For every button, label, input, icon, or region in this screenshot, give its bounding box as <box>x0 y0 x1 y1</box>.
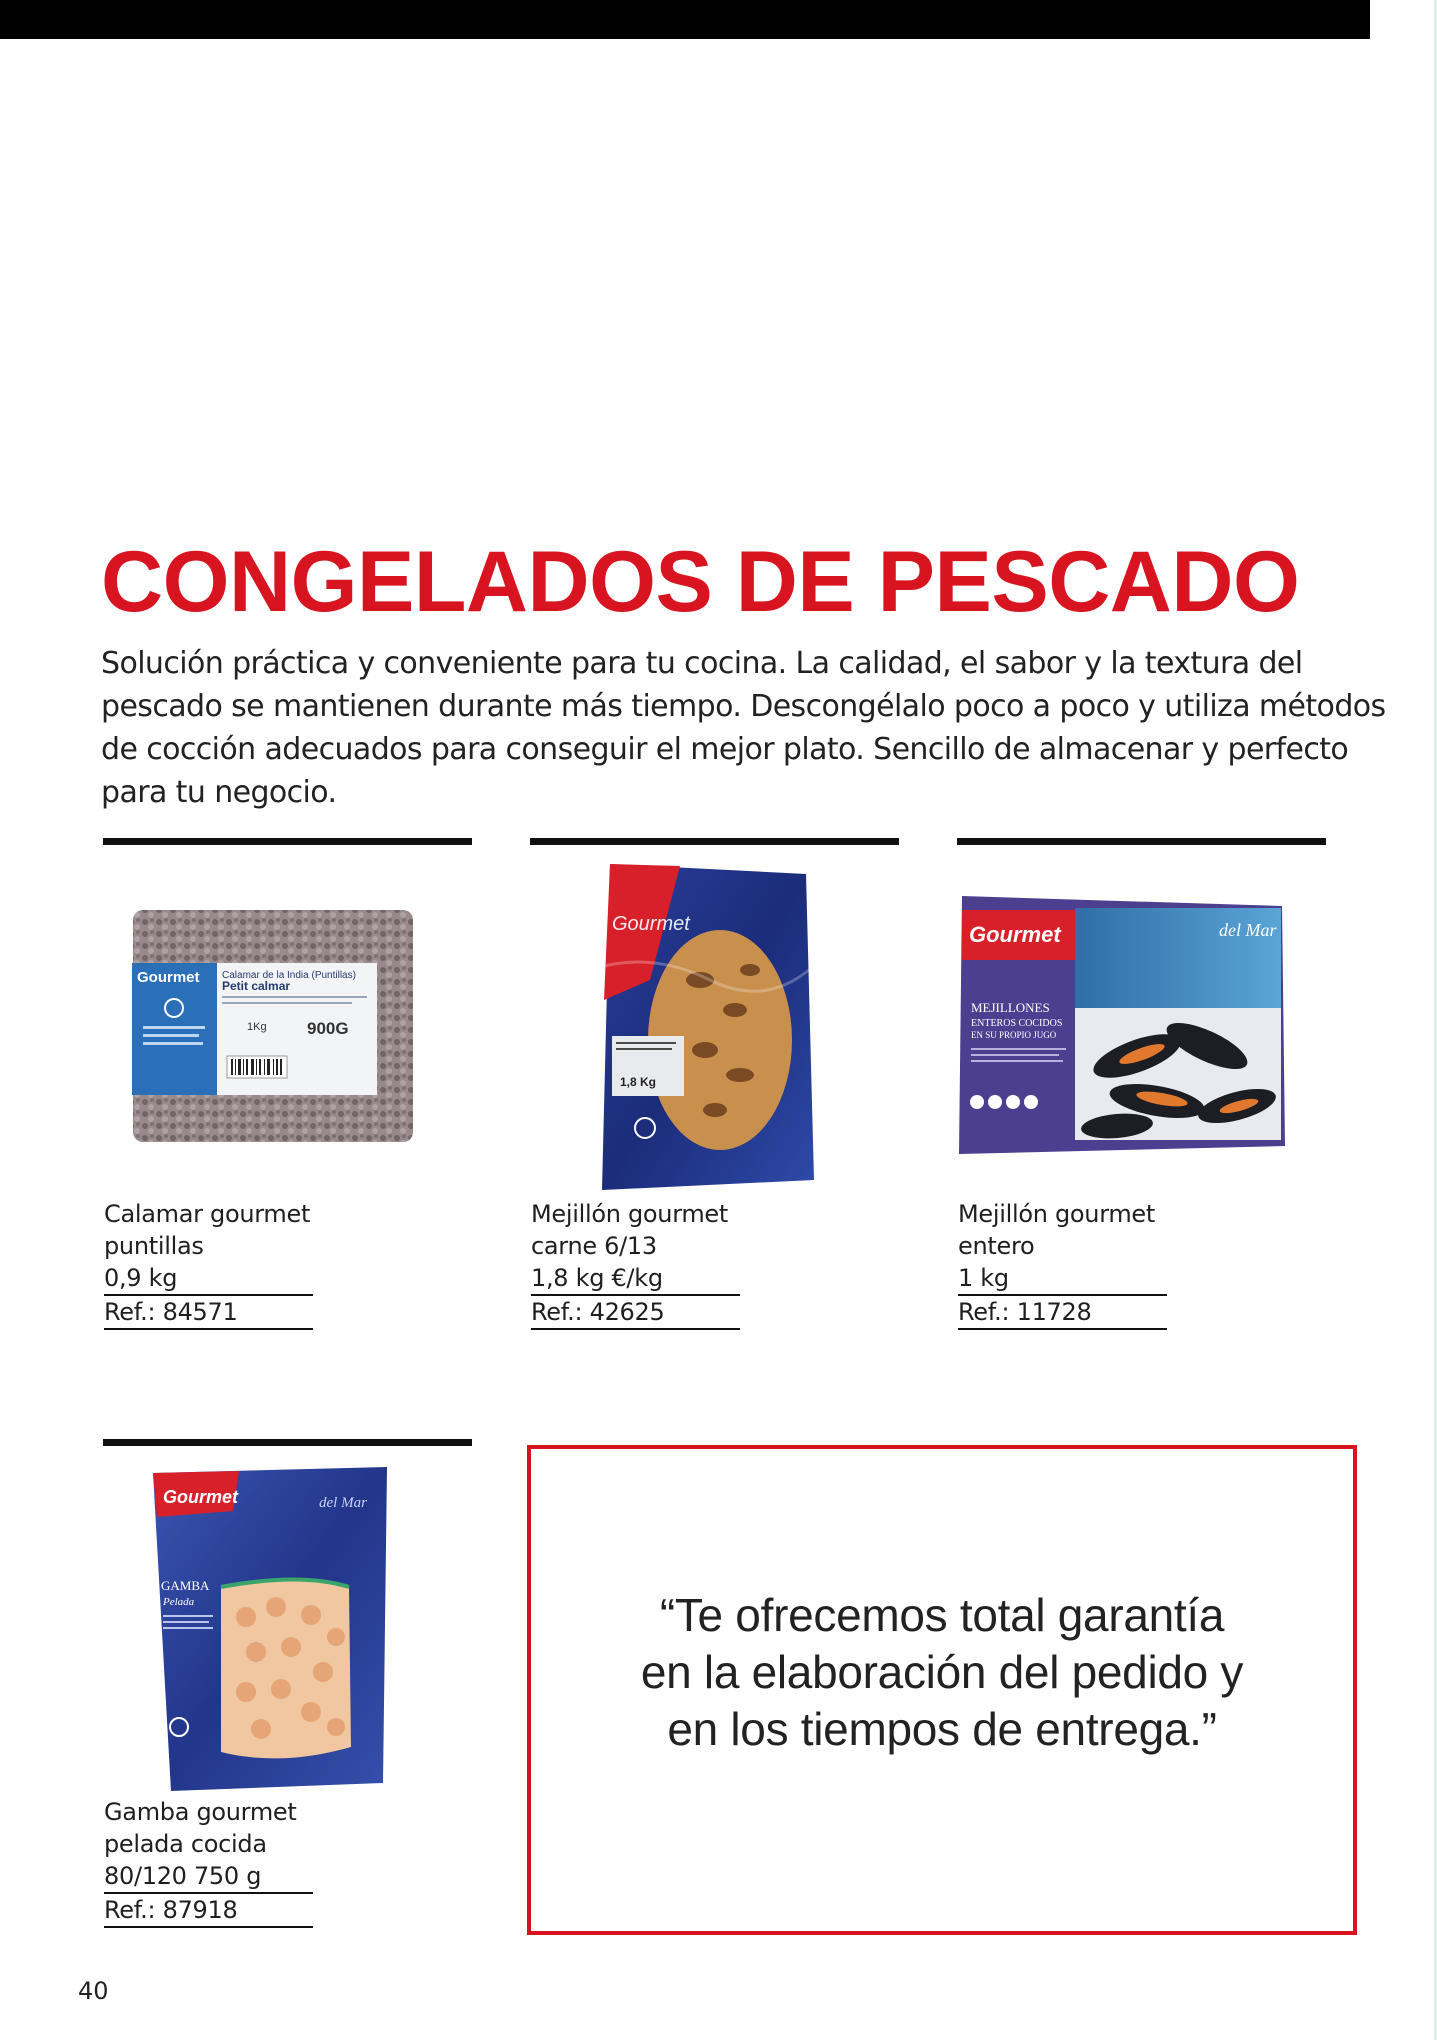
svg-text:Gourmet: Gourmet <box>163 1487 239 1507</box>
quote-line-1: “Te ofrecemos total garantía <box>659 1589 1225 1641</box>
quote-text <box>531 1587 1353 1758</box>
product-name-cont: entero <box>958 1232 1035 1260</box>
gamba-package-image <box>151 1467 391 1793</box>
svg-text:900G: 900G <box>307 1019 349 1038</box>
product-info <box>104 1198 313 1330</box>
svg-text:ENTEROS COCIDOS: ENTEROS COCIDOS <box>971 1018 1063 1029</box>
product-rule <box>530 838 899 845</box>
product-rule <box>103 1439 472 1446</box>
product-rule <box>957 838 1326 845</box>
mejillon-entero-package-image <box>957 896 1287 1158</box>
svg-text:EN SU PROPIO JUGO: EN SU PROPIO JUGO <box>971 1030 1057 1040</box>
product-name: Mejillón gourmet <box>531 1200 728 1228</box>
product-info <box>531 1198 740 1330</box>
product-name-cont: pelada cocida <box>104 1830 267 1858</box>
svg-text:MEJILLONES: MEJILLONES <box>971 1000 1050 1015</box>
product-weight: 1,8 kg €/kg <box>531 1262 740 1296</box>
top-black-bar <box>0 0 1370 39</box>
quote-line-3: en los tiempos de entrega.” <box>667 1703 1217 1755</box>
product-card-mejillon-entero <box>957 838 1329 1326</box>
product-info <box>958 1198 1167 1330</box>
product-name: Mejillón gourmet <box>958 1200 1155 1228</box>
svg-text:Gourmet: Gourmet <box>612 913 690 935</box>
product-info <box>104 1796 313 1928</box>
product-card-calamar <box>103 838 475 1326</box>
page-title: CONGELADOS DE PESCADO <box>101 534 1300 630</box>
svg-text:Gourmet: Gourmet <box>137 969 200 986</box>
product-ref: Ref.: 87918 <box>104 1894 313 1928</box>
product-name-cont: carne 6/13 <box>531 1232 657 1260</box>
product-ref: Ref.: 11728 <box>958 1296 1167 1330</box>
product-weight: 0,9 kg <box>104 1262 313 1296</box>
svg-text:Calamar de la India (Puntillas: Calamar de la India (Puntillas) <box>222 970 356 981</box>
svg-text:1Kg: 1Kg <box>247 1021 267 1033</box>
svg-text:GAMBA: GAMBA <box>161 1578 210 1593</box>
product-ref: Ref.: 42625 <box>531 1296 740 1330</box>
svg-text:del Mar: del Mar <box>319 1495 367 1511</box>
svg-text:Pelada: Pelada <box>163 1596 195 1608</box>
svg-text:del Mar: del Mar <box>1219 920 1277 940</box>
product-weight: 1 kg <box>958 1262 1167 1296</box>
page-number: 40 <box>78 1977 109 2005</box>
product-ref: Ref.: 84571 <box>104 1296 313 1330</box>
product-name: Calamar gourmet <box>104 1200 311 1228</box>
calamar-package-image <box>127 906 419 1146</box>
quote-line-2: en la elaboración del pedido y <box>640 1646 1244 1698</box>
intro-paragraph: Solución práctica y conveniente para tu cocina. La calidad, el sabor y la textura del pescado se mantienen durante más tiempo. Descongélalo poco a poco y utiliza métodos de cocción adecuados para conseguir el mejor plato. Sencillo de almacenar y perfecto para tu negocio. <box>101 646 1386 810</box>
product-weight: 80/120 750 g <box>104 1860 313 1894</box>
svg-text:Petit calmar: Petit calmar <box>222 979 291 993</box>
product-name: Gamba gourmet <box>104 1798 297 1826</box>
svg-text:1,8 Kg: 1,8 Kg <box>620 1075 657 1089</box>
product-rule <box>103 838 472 845</box>
product-card-mejillon-carne <box>530 838 902 1326</box>
quote-box <box>527 1445 1357 1935</box>
mejillon-carne-package-image <box>590 860 820 1195</box>
product-card-gamba <box>103 1439 475 1924</box>
product-name-cont: puntillas <box>104 1232 204 1260</box>
svg-text:Gourmet: Gourmet <box>969 922 1061 947</box>
